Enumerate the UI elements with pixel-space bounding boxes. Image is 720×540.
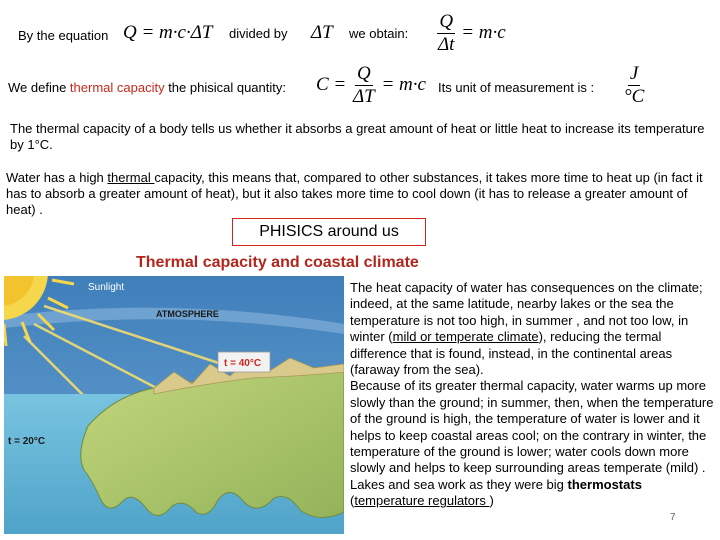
by-the-equation-label: By the equation [18,28,109,43]
definition-prefix: We define [8,80,70,95]
climate-p3: Because of its greater thermal capacity, water warms up more slowly than the ground; in summer, then, when the temperature of the ground is high, the temperature of water is lower and it helps to keep coastal areas cool; on the contrary in winter, the temperature of the ground is lower; water cools down more slowly and helps to keep surrounding areas temperate (mild) . Lakes and sea work as they were big [350,378,714,492]
heat-rate-equation [436,12,506,55]
delta-t-symbol: ΔT [311,22,333,43]
sea-temp-label: t = 20°C [8,436,46,447]
unit-label: Its unit of measurement is : [438,80,595,95]
heat-equation-rhs: = m·c·ΔT [141,22,213,43]
unit-denominator: °C [624,86,645,107]
sunlight-label: Sunlight [88,282,125,293]
climate-p2: ), reducing the termal difference that is found, instead, in the continental areas (faraway from the sea). [350,329,673,378]
definition-sentence [8,80,286,96]
thermal-capacity-formula [316,64,426,107]
climate-diagram-svg [4,276,344,534]
climate-p1: The heat capacity of water has consequences on the climate; indeed, at the same latitude, nearby lakes or the sea the temperature is not too high, in summer , and not too low, in winter ( [350,280,703,345]
formula-numerator: Q [356,63,371,84]
thermal-capacity-term: thermal capacity [69,80,165,95]
land-temp-label: t = 40°C [224,358,262,369]
atmosphere-label: ATMOSPHERE [156,309,219,319]
coastal-climate-illustration [4,276,344,534]
heat-rate-rhs: = m·c [461,21,506,43]
page-number: 7 [670,512,676,523]
definition-suffix: the phisical quantity: [164,80,286,95]
formula-denominator: ΔT [353,86,375,107]
climate-mild-climate: mild or temperate climate [392,329,539,345]
climate-p5: ) [489,493,494,509]
unit-formula [622,64,646,107]
section-subtitle: Thermal capacity and coastal climate [136,254,419,271]
heat-equation [123,22,212,44]
heat-rate-numerator: Q [439,11,454,32]
climate-thermostats: thermostats [567,476,642,492]
we-obtain-label: we obtain: [349,26,409,41]
water-paragraph-part2: capacity, this means that, compared to other substances, it takes more time to heat up (in fact it has to absorb a greater amount of heat), but it also takes more time to cool down (it has to release a greater amount of heat) . [6,170,703,218]
climate-paragraph [350,280,714,510]
climate-p4: ( [350,493,355,509]
climate-temperature-regulators: temperature regulators [354,493,490,509]
water-paragraph [6,170,716,219]
water-paragraph-part1: Water has a high [6,170,108,185]
intro-paragraph: The thermal capacity of a body tells us whether it absorbs a great amount of heat or little heat to increase its temperature by 1°C. [10,121,705,153]
formula-rhs: = m·c [381,73,426,95]
heat-rate-denominator: Δt [438,34,455,55]
divided-by-label: divided by [229,26,288,41]
section-box-title: PHISICS around us [232,218,426,246]
unit-numerator: J [629,63,639,84]
formula-lhs: C = [316,73,347,95]
water-paragraph-underlined: thermal [107,170,155,185]
heat-equation-lhs: Q [123,22,137,43]
